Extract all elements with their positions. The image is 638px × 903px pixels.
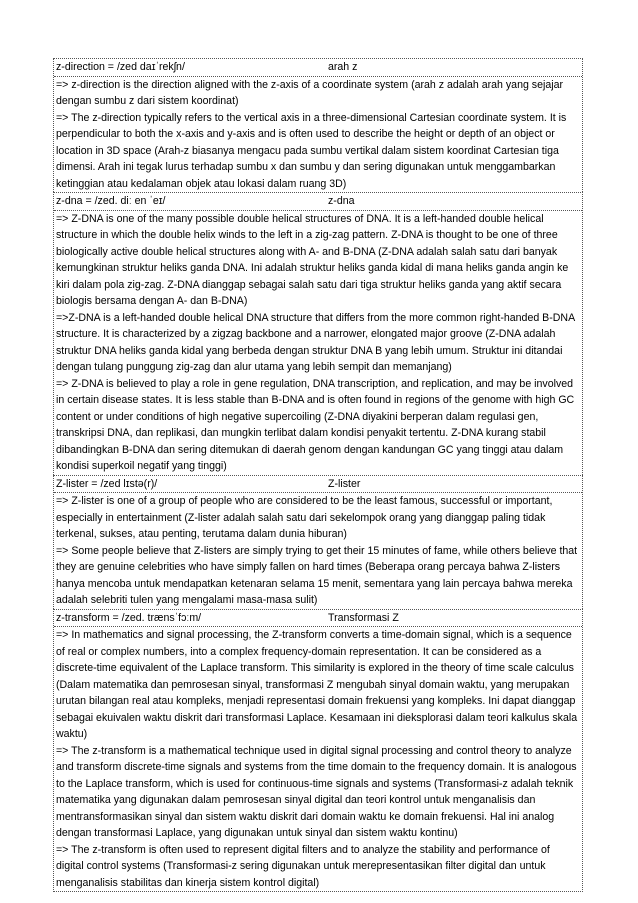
entry-definition: => z-direction is the direction aligned with the z-axis of a coordinate system (arah z adalah arah yang sejajar dengan sumbu z dari sistem koordinat) xyxy=(56,78,564,107)
glossary-entry-z-lister xyxy=(53,475,583,609)
entry-translation: Transformasi Z xyxy=(328,611,399,624)
entry-header xyxy=(54,193,582,211)
entry-definition: => The z-direction typically refers to the vertical axis in a three-dimensional Cartesian coordinate system. It is perpendicular to both the x-axis and y-axis and is often used to describe the height or depth of an object or location in 3D space (Arah-z biasanya mengacu pada sumbu vertikal dalam sistem koordinat Cartesian tiga dimensi. Arah ini tegak lurus terhadap sumbu x dan sumbu y dan sering digunakan untuk menggambarkan ketinggian atau kedalaman objek atau lokasi dalam ruang 3D) xyxy=(56,111,567,190)
entry-definition: => Z-DNA is one of the many possible double helical structures of DNA. It is a left-handed double helical structure in which the double helix winds to the left in a zig-zag pattern. Z-DNA is thought to be one of three biologically active double helical structures along with A- and B-DNA (Z-DNA adalah salah satu dari banyak kemungkinan struktur heliks ganda DNA. Ini adalah struktur heliks ganda kidal di mana heliks ganda angin ke kiri dalam pola zig-zag. Z-DNA dianggap sebagai salah satu dari tiga struktur heliks ganda yang aktif secara biologis bersama dengan A- dan B-DNA) xyxy=(56,212,569,307)
entry-definition: => Z-DNA is believed to play a role in gene regulation, DNA transcription, and replication, and may be involved in certain disease states. It is less stable than B-DNA and is often found in regions of the genome with high GC content or under conditions of high negative supercoiling (Z-DNA diyakini berperan dalam regulasi gen, transkripsi DNA, dan replikasi, dan mungkin terlibat dalam kondisi penyakit tertentu. Z-DNA kurang stabil dibandingkan B-DNA dan sering ditemukan di daerah genom dengan kandungan GC yang tinggi atau dalam kondisi superkoil negatif yang tinggi) xyxy=(56,377,575,472)
entry-term: z-direction = /zed daɪˈrekʃn/ xyxy=(56,61,185,73)
entry-definition: =>Z-DNA is a left-handed double helical DNA structure that differs from the more common right-handed B-DNA structure. It is characterized by a zigzag backbone and a narrower, elongated major groove (Z-DNA adalah struktur DNA heliks ganda kidal yang berbeda dengan struktur DNA B yang lebih umum. Struktur ini ditandai dengan tulang punggung zig-zag dan alur utama yang lebih sempit dan memanjang) xyxy=(56,311,575,373)
glossary-entry-z-direction xyxy=(53,58,583,192)
entry-translation: Z-lister xyxy=(328,477,361,490)
entry-definition: => The z-transform is often used to represent digital filters and to analyze the stability and performance of digital control systems (Transformasi-z sering digunakan untuk merepresentasikan filter digital dan untuk menganalisis stabilitas dan kinerja sistem kontrol digital) xyxy=(56,843,550,889)
entry-definition: => In mathematics and signal processing, the Z-transform converts a time-domain signal, which is a sequence of real or complex numbers, into a complex frequency-domain representation. It can be considered as a discrete-time equivalent of the Laplace transform. This similarity is explored in the theory of time scale calculus (Dalam matematika dan pemrosesan sinyal, transformasi Z mengubah sinyal domain waktu, yang merupakan urutan bilangan real atau kompleks, menjadi representasi domain frekuensi yang kompleks. Ini dapat dianggap sebagai ekuivalen waktu diskrit dari transformasi Laplace. Kesamaan ini dieksplorasi dalam teori kalkulus skala waktu) xyxy=(56,629,578,740)
glossary-document xyxy=(53,58,583,892)
entry-definition: => The z-transform is a mathematical technique used in digital signal processing and control theory to analyze and transform discrete-time signals and systems from the time domain to the frequency domain. It is analogous to the Laplace transform, which is used for continuous-time signals and systems (Transformasi-z adalah teknik matematika yang digunakan dalam pemrosesan sinyal digital dan teori kontrol untuk menganalisis dan mentransformasikan sinyal dan sistem waktu diskrit dari domain waktu ke domain frekuensi. Hal ini analog dengan transformasi Laplace, yang digunakan untuk sinyal dan sistem waktu kontinu) xyxy=(56,744,577,839)
entry-term: Z-lister = /zed lɪstə(r)/ xyxy=(56,477,158,490)
entry-header xyxy=(54,610,582,628)
glossary-entry-z-transform xyxy=(53,609,583,893)
entry-definition: => Z-lister is one of a group of people who are considered to be the least famous, successful or important, especially in entertainment (Z-lister adalah salah satu dari sekelompok orang yang dianggap paling tidak terkenal, sukses, atau penting, terutama dalam dunia hiburan) xyxy=(56,495,553,540)
entry-definition: => Some people believe that Z-listers are simply trying to get their 15 minutes of fame, while others believe that they are genuine celebrities who have simply fallen on hard times (Beberapa orang percaya bahwa Z-listers hanya mencoba untuk mendapatkan ketenaran selama 15 menit, sementara yang lain percaya bahwa mereka adalah selebriti tulen yang mengalami masa-masa sulit) xyxy=(56,544,578,606)
entry-translation: arah z xyxy=(328,61,358,73)
entry-header xyxy=(54,59,582,77)
entry-header xyxy=(54,476,582,494)
glossary-entry-z-dna xyxy=(53,192,583,475)
entry-term: z-transform = /zed. trænsˈfɔːm/ xyxy=(56,611,202,624)
entry-term: z-dna = /zed. diː en ˈeɪ/ xyxy=(56,195,166,207)
entry-translation: z-dna xyxy=(328,195,355,207)
